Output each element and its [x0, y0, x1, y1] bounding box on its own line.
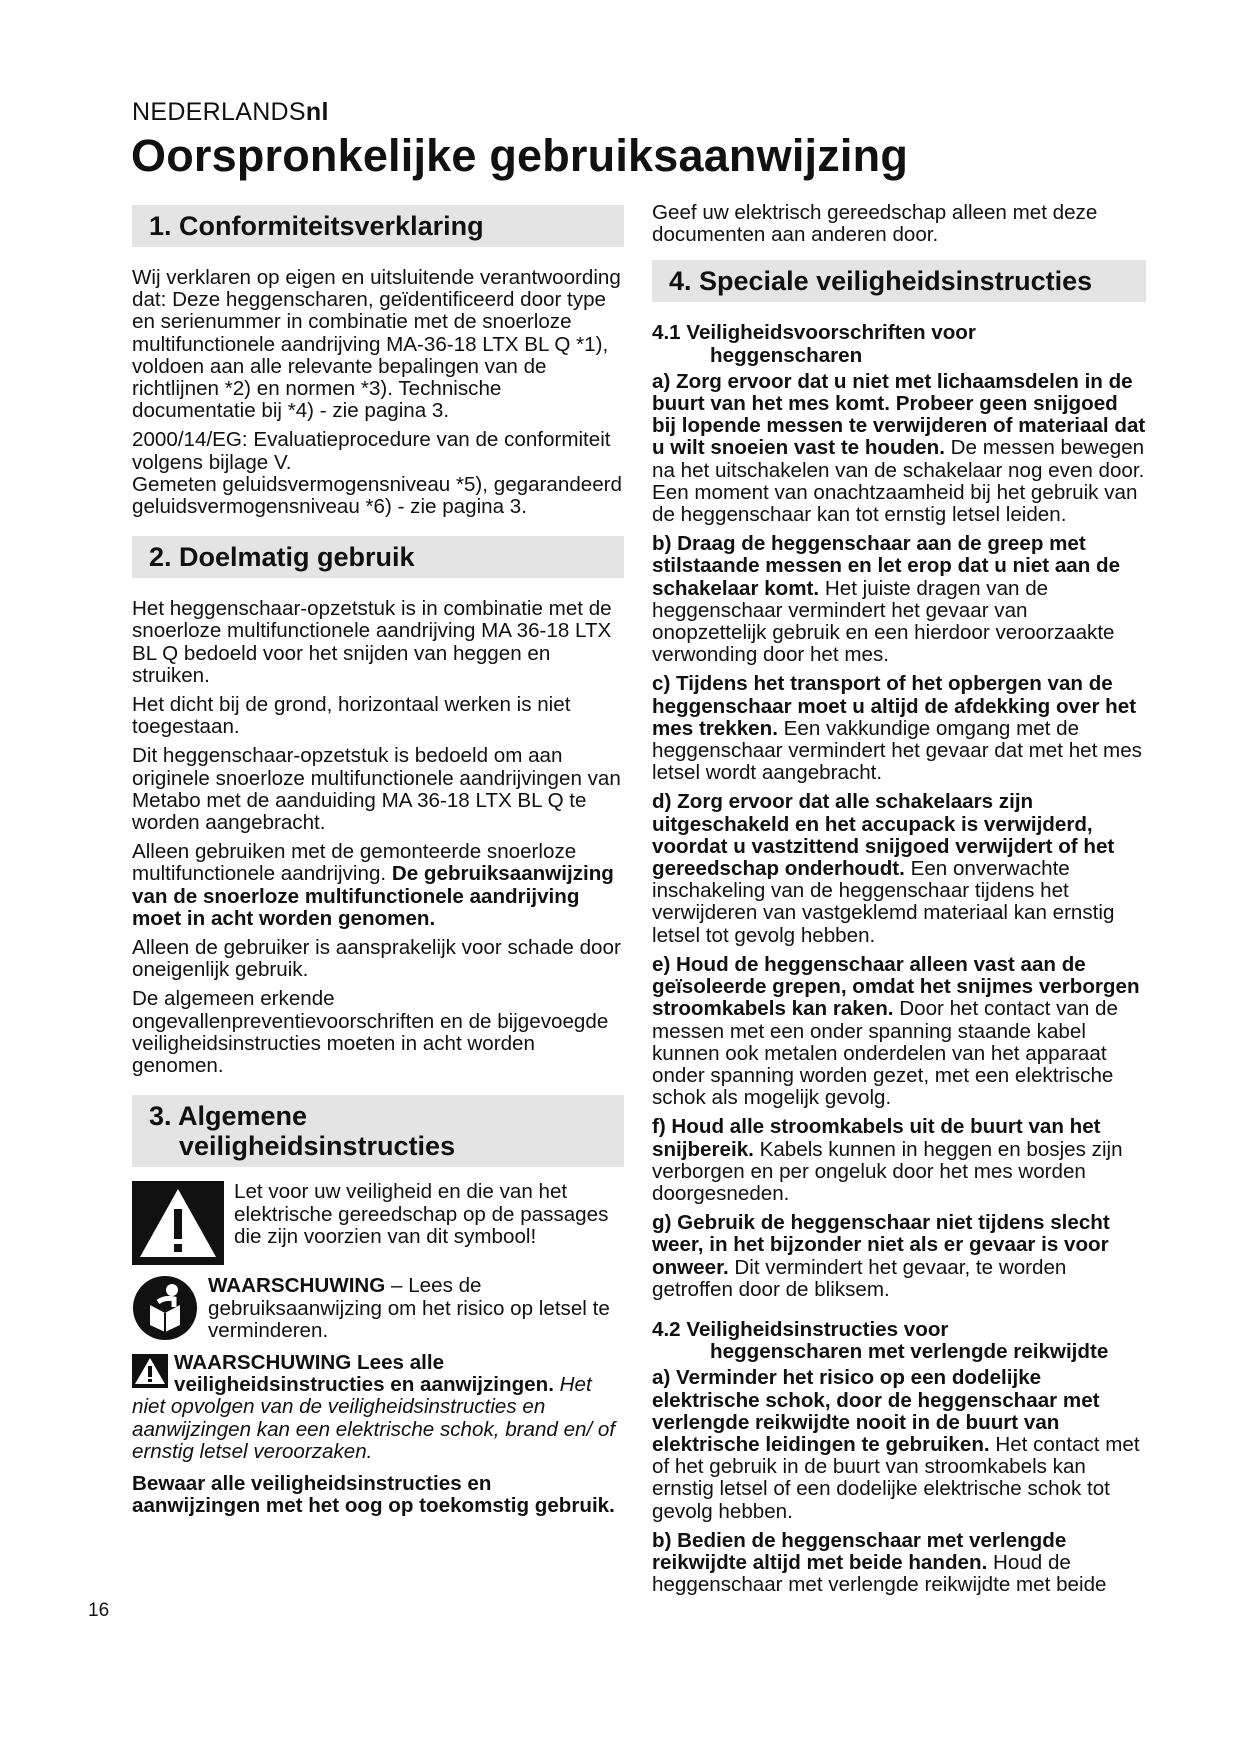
- read-manual-row: [132, 1275, 624, 1342]
- read-manual-bold: WAARSCHUWING: [208, 1274, 386, 1298]
- sec1-paragraph-1: Wij verklaren op eigen en uitsluitende verantwoording dat: Deze heggenscharen, geïdentificeerd door type en serienummer in combinatie met de snoerloze multifunctionele aandrijving MA-36-18 LTX BL Q *1), voldoen aan alle relevante bepalingen van de richtlijnen *2) en normen *3). Technische documentatie bij *4) - zie pagina 3.: [132, 266, 621, 423]
- sec2-p4-bold: De gebruiksaanwijzing van de snoerloze multifunctionele aandrijving moet in acht worden genomen.: [132, 862, 614, 930]
- item-4-2-a: [652, 1367, 1146, 1522]
- subsection-4-2-heading: [652, 1319, 1146, 1363]
- left-column: [132, 205, 624, 1524]
- section-3-title-a: 3. Algemene: [149, 1101, 308, 1132]
- item-d-text: Een onverwachte inschakeling van de heggenschaar tijdens het verwijderen van vastgeklemd materiaal kan ernstig letsel tot gevolg hebben.: [652, 857, 1115, 947]
- warning-symbol-row: [132, 1181, 624, 1265]
- language-header: [132, 98, 329, 127]
- item-b2-text: Houd de heggenschaar met verlengde reikwijdte met beide: [652, 1550, 1107, 1597]
- warning-symbol-text: Let voor uw veiligheid en die van het elektrische gereedschap op de passages die zijn voorzien van dit symbool!: [234, 1180, 609, 1248]
- item-c-bold: c) Tijdens het transport of het opbergen van de heggenschaar moet u altijd de afdekking over het mes trekken.: [652, 672, 1137, 740]
- item-4-1-e: [652, 954, 1146, 1109]
- item-d-bold: d) Zorg ervoor dat alle schakelaars zijn uitgeschakeld en het accupack is verwijderd, voordat u vastzittend snijgoed verwijdert of het gereedschap onderhoudt.: [652, 790, 1115, 881]
- section-4-heading: 4. Speciale veiligheidsinstructies: [652, 260, 1146, 302]
- section-1-heading: 1. Conformiteitsverklaring: [132, 205, 624, 247]
- read-manual-rest: – Lees de gebruiksaanwijzing om het risico op letsel te verminderen.: [208, 1274, 610, 1342]
- page-title: Oorspronkelijke gebruiksaanwijzing: [131, 130, 909, 181]
- sec2-paragraph-1: Het heggenschaar-opzetstuk is in combinatie met de snoerloze multifunctionele aandrijving MA 36-18 LTX BL Q bedoeld voor het snijden van heggen en struiken.: [132, 597, 612, 687]
- item-b2-bold: b) Bedien de heggenschaar met verlengde reikwijdte altijd met beide handen.: [652, 1528, 1067, 1574]
- item-b-bold: b) Draag de heggenschaar aan de greep met stilstaande messen en let erop dat u niet aan de schakelaar komt.: [652, 532, 1121, 600]
- item-a2-text: Het contact met of het gebruik in de buurt van stroomkabels kan ernstig letsel of een dodelijke elektrische schok tot gevolg hebben.: [652, 1432, 1140, 1523]
- sec2-paragraph-5: Alleen de gebruiker is aansprakelijk voor schade door oneigenlijk gebruik.: [132, 936, 621, 982]
- item-f-text: Kabels kunnen in heggen en bosjes zijn verborgen en per ongeluk door het mes worden doorgesneden.: [652, 1137, 1123, 1205]
- page-number: 16: [88, 1600, 110, 1621]
- warning-italic: Het niet opvolgen van de veiligheidsinstructies en aanwijzingen kan een elektrische schok, brand en/ of ernstig letsel veroorzaken.: [132, 1373, 616, 1463]
- sec2-paragraph-6: De algemeen erkende ongevallenpreventievoorschriften en de bijgevoegde veiligheidsinstructies moeten in acht worden genomen.: [132, 987, 609, 1078]
- item-a2-bold: a) Verminder het risico op een dodelijke elektrische schok, door de heggenschaar met verlengde reikwijdte nooit in de buurt van elektrische leidingen te gebruiken.: [652, 1366, 1100, 1456]
- intro-text: Geef uw elektrisch gereedschap alleen met deze documenten aan anderen door.: [652, 201, 1098, 247]
- subsection-4-1-heading: [652, 322, 1146, 366]
- item-4-1-c: [652, 673, 1146, 784]
- read-manual-icon: [132, 1275, 198, 1341]
- language-name: NEDERLANDS: [132, 98, 306, 126]
- item-b-text: Het juiste dragen van de heggenschaar vermindert het gevaar van onopzettelijk gebruik en een hierdoor veroorzaakte verwonding door het mes.: [652, 576, 1115, 667]
- right-column: [652, 202, 1146, 1603]
- section-3-title-b: veiligheidsinstructies: [179, 1131, 456, 1162]
- item-e-text: Door het contact van de messen met een onder spanning staande kabel kunnen ook metalen onderdelen van het apparaat onder spanning worden gezet, met een elektrische schok als mogelijk gevolg.: [652, 997, 1118, 1110]
- small-warning-icon: [132, 1354, 168, 1388]
- sub42-b: heggenscharen met verlengde reikwijdte: [710, 1340, 1109, 1364]
- item-f-bold: f) Houd alle stroomkabels uit de buurt van het snijbereik.: [652, 1115, 1101, 1161]
- sec1-paragraph-2: 2000/14/EG: Evaluatieprocedure van de conformiteit volgens bijlage V.: [132, 428, 611, 474]
- item-4-1-a: [652, 371, 1146, 526]
- sec2-paragraph-2: Het dicht bij de grond, horizontaal werken is niet toegestaan.: [132, 693, 571, 739]
- item-a-bold: a) Zorg ervoor dat u niet met lichaamsdelen in de buurt van het mes komt. Probeer geen snijgoed bij lopende messen te verwijderen of materiaal dat u wilt snoeien vast te houden.: [652, 369, 1146, 460]
- item-a-text: De messen bewegen na het uitschakelen van de schakelaar nog even door. Een moment van onachtzaamheid bij het gebruik van de heggenschaar kan tot ernstig letsel leiden.: [652, 436, 1145, 527]
- warning-bold: WAARSCHUWING Lees alle veiligheidsinstructies en aanwijzingen.: [174, 1350, 554, 1397]
- sub42-a: 4.2 Veiligheidsinstructies voor: [652, 1317, 949, 1341]
- item-4-1-g: [652, 1212, 1146, 1301]
- sec2-paragraph-3: Dit heggenschaar-opzetstuk is bedoeld om aan originele snoerloze multifunctionele aandrijvingen van Metabo met de aanduiding MA 36-18 LTX BL Q te worden aangebracht.: [132, 744, 621, 835]
- section-2-heading: 2. Doelmatig gebruik: [132, 536, 624, 578]
- item-g-text: Dit vermindert het gevaar, te worden getroffen door de bliksem.: [652, 1255, 1067, 1301]
- sub41-a: 4.1 Veiligheidsvoorschriften voor: [652, 321, 976, 345]
- warning-triangle-icon: [132, 1181, 224, 1265]
- section-3-heading: [132, 1095, 624, 1167]
- sec1-paragraph-3: Gemeten geluidsvermogensniveau *5), gegarandeerd geluidsvermogensniveau *6) - zie pagina 3.: [132, 472, 622, 519]
- keep-instructions: [132, 1473, 624, 1517]
- sub41-b: heggenscharen: [710, 343, 863, 367]
- warning-paragraph: [132, 1352, 624, 1463]
- item-4-1-f: [652, 1116, 1146, 1205]
- language-code: nl: [305, 98, 329, 126]
- sec2-p4-text: Alleen gebruiken met de gemonteerde snoerloze multifunctionele aandrijving.: [132, 840, 577, 886]
- item-4-1-b: [652, 533, 1146, 666]
- item-4-2-b: [652, 1530, 1146, 1597]
- item-e-bold: e) Houd de heggenschaar alleen vast aan de geïsoleerde grepen, omdat het snijmes verborgen stroomkabels kan raken.: [652, 952, 1140, 1021]
- keep-bold: Bewaar alle veiligheidsinstructies en aanwijzingen met het oog op toekomstig gebruik.: [132, 1471, 615, 1518]
- item-4-1-d: [652, 791, 1146, 946]
- item-g-bold: g) Gebruik de heggenschaar niet tijdens slecht weer, in het bijzonder niet als er gevaar is voor onweer.: [652, 1211, 1110, 1279]
- sec2-paragraph-4: [132, 841, 624, 930]
- read-manual-text: [208, 1275, 624, 1342]
- item-c-text: Een vakkundige omgang met de heggenschaar vermindert het gevaar dat met het mes letsel wordt aangebracht.: [652, 716, 1142, 785]
